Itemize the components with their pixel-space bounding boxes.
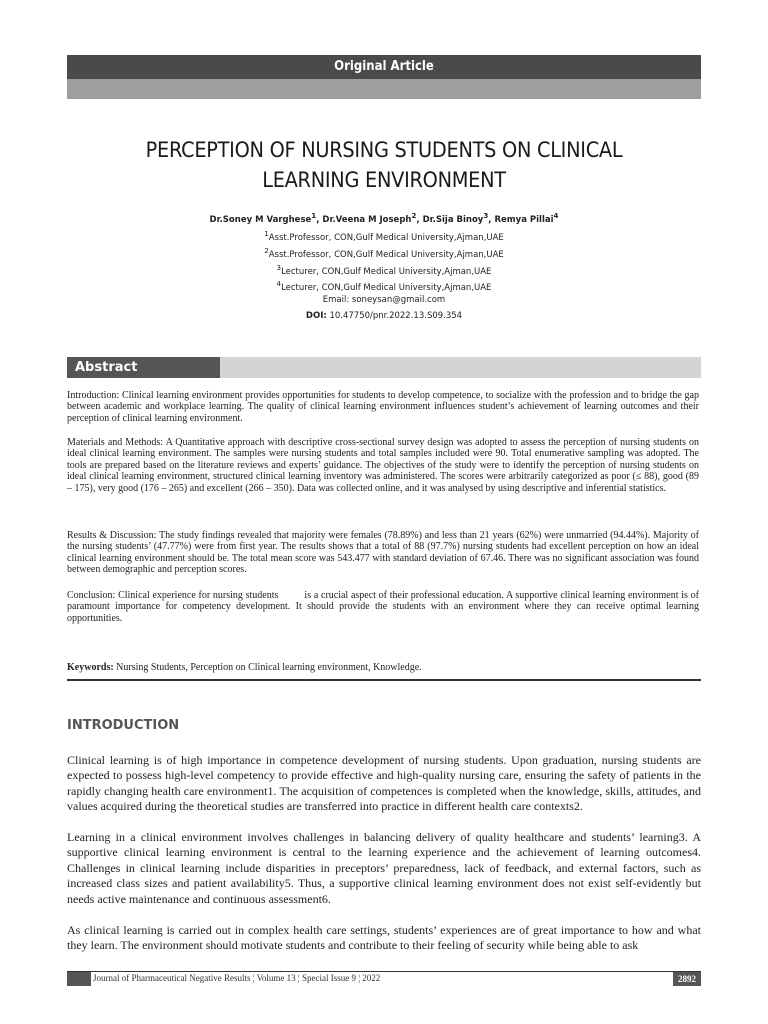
affiliation-2-sup: 2 [264,246,269,255]
author-email[interactable]: Email: soneysan@gmail.com [322,295,446,305]
keywords-line [67,662,699,673]
page-number: 2892 [673,972,701,986]
doi-link[interactable]: 10.47750/pnr.2022.13.S09.354 [326,311,463,321]
author-3-sup: 3 [483,211,489,220]
affiliation-2 [67,246,701,260]
article-type-banner [67,55,701,79]
doi-line [67,311,701,321]
doi-label: DOI: [305,311,327,321]
footer-left-block [67,972,91,986]
author-4: Remya Pillai [494,214,554,225]
introduction-heading: INTRODUCTION [67,718,180,733]
abstract-results: Results & Discussion: The study findings revealed that majority were females (78.89%) and less than 21 years (62%) were unmarried (94.44%). Majority of the nursing students’ (47.77%) were from first year. The results shows that a total of 88 (97.7%) nursing students had excellent perception on how an ideal clinical learning environment should be. The total mean score was 543.477 with standard deviation of 67.46. There was no significant association was found between demographic and perception scores. [67,530,699,576]
affiliation-3-sup: 3 [276,263,282,272]
abstract-conclusion [67,590,699,624]
conclusion-part-1: Conclusion: Clinical experience for nursing students [67,590,279,601]
affiliation-1-text: Asst.Professor, CON,Gulf Medical University,Ajman,UAE [268,232,504,243]
author-2-sup: 2 [411,211,417,220]
affiliation-4 [67,279,701,293]
author-3: Dr.Sija Binoy [422,214,484,225]
intro-paragraph-2: Learning in a clinical environment involves challenges in balancing delivery of quality healthcare and students’ learning3. A supportive clinical learning environment is central to the learning experience and the achievement of learning outcomes4. Challenges in clinical learning include disparities in preceptors’ preparedness, lack of feedback, and external factors, such as increased class sizes and patient availability5. Thus, a supportive clinical learning environment does not exist self-evidently but needs active maintenance and continuous assessment6. [67,830,701,906]
title-line-1: PERCEPTION OF NURSING STUDENTS ON CLINICAL [145,138,623,162]
abstract-introduction: Introduction: Clinical learning environment provides opportunities for students to develop competence, to socialize with the profession and to bridge the gap between academic and workplace learning. The quality of clinical learning environment influences student’s achievement of learning outcomes and their perception of clinical learning environment. [67,390,699,424]
keywords-label: Keywords: [67,662,114,673]
author-4-sup: 4 [553,211,559,220]
footer-journal: Journal of Pharmaceutical Negative Results ¦ Volume 13 ¦ Special Issue 9 ¦ 2022 [93,973,381,983]
banner-stripe [67,79,701,99]
title-line-2: LEARNING ENVIRONMENT [262,168,506,192]
conclusion-part-2: is a crucial aspect of their professional education. A supportive clinical learning environment is of paramount importance for competency development. It should provide the students with an environment where they can receive optimal learning opportunities. [67,590,699,624]
affiliation-1 [67,229,701,243]
intro-paragraph-1: Clinical learning is of high importance in competence development of nursing students. Upon graduation, nursing students are expected to possess high-level competency to provide effective and high-quality nursing care, ensuring the safety of patients in the rapidly changing health care environment1. The acquisition of competences is completed when the knowledge, skills, attitudes, and values acquired during the theoretical studies are transferred into practice in different health care contexts2. [67,753,701,814]
abstract-heading: Abstract [67,357,220,378]
abstract-methods: Materials and Methods: A Quantitative approach with descriptive cross-sectional survey design was adopted to assess the perception of nursing students on ideal clinical learning environment. The samples were nursing students and total samples included were 90. Total enumerative sampling was adopted. The tools are prepared based on the literature reviews and experts’ guidance. The objectives of the study were to identify the perception of nursing students on ideal clinical learning environment, structured clinical learning inventory was administered. The scores were arbitrarily categorized as poor (≤ 88), good (89 – 175), very good (176 – 265) and excellent (266 – 350). Data was collected online, and it was analysed by using descriptive and inferential statistics. [67,437,699,494]
affiliation-2-text: Asst.Professor, CON,Gulf Medical University,Ajman,UAE [268,249,504,260]
article-type-label: Original Article [334,59,434,74]
affiliation-3-text: Lecturer, CON,Gulf Medical University,Ajman,UAE [281,266,492,277]
article-title [92,135,675,195]
author-list: Dr.Soney M Varghese$^1$, Dr.Veena M Joseph$^2$, Dr.Sija Binoy$^3$, Remya Pillai$^4$ [209,211,559,225]
affiliation-4-sup: 4 [276,279,282,288]
affiliation-1-sup: 1 [264,229,269,238]
keywords-text: Nursing Students, Perception on Clinical learning environment, Knowledge. [113,662,422,673]
affiliation-4-text: Lecturer, CON,Gulf Medical University,Ajman,UAE [281,282,492,293]
author-2: Dr.Veena M Joseph [322,214,412,225]
author-1-sup: 1 [311,211,317,220]
keywords-divider [67,679,701,681]
author-1: Dr.Soney M Varghese [209,214,312,225]
intro-paragraph-3: As clinical learning is carried out in complex health care settings, students’ experiences are of great importance to how and what they learn. The environment should motivate students and contribute to their feeling of security while being able to ask [67,923,701,953]
affiliation-3 [67,263,701,277]
